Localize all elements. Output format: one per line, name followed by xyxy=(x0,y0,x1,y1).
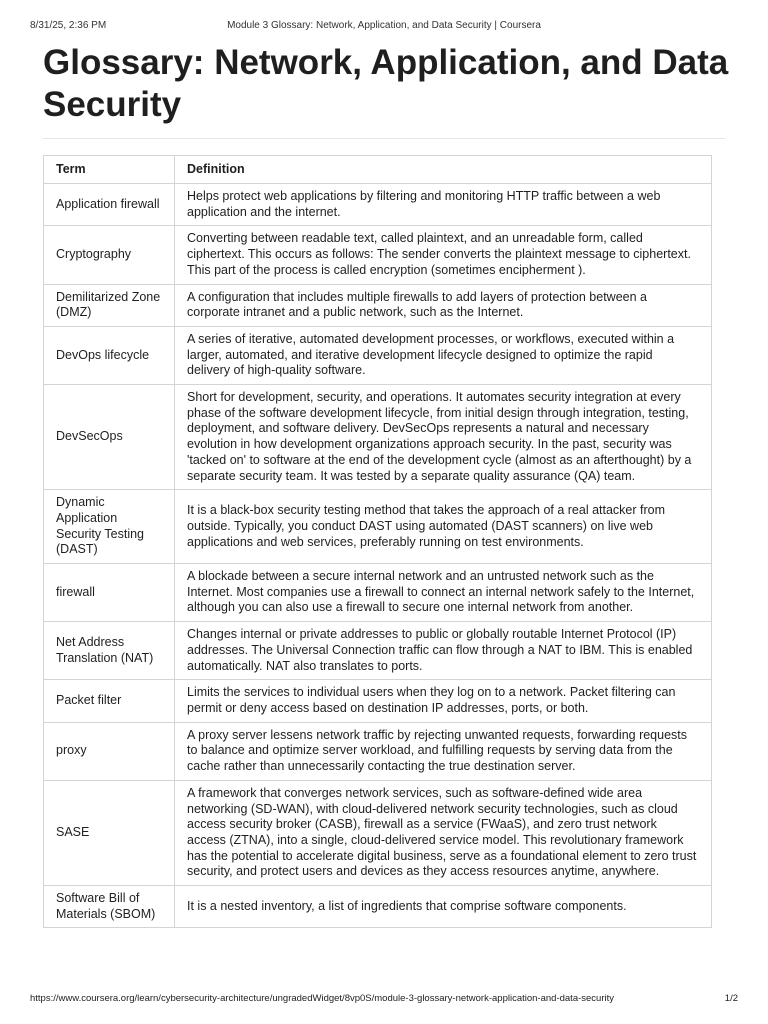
term-cell: Cryptography xyxy=(44,226,175,284)
glossary-table xyxy=(43,155,712,928)
page-title: Glossary: Network, Application, and Data Security xyxy=(43,43,729,124)
page-url-link[interactable]: https://www.coursera.org/learn/cybersecurity-architecture/ungradedWidget/8vp0S/module-3-glossary-network-application-and-data-security xyxy=(30,993,614,1004)
print-document-title: Module 3 Glossary: Network, Application, and Data Security | Coursera xyxy=(227,20,541,31)
definition-cell: A series of iterative, automated development processes, or workflows, executed within a larger, automated, and iterative development lifecycle designed to optimize the rapid delivery of high-quality software. xyxy=(175,326,712,384)
table-row xyxy=(44,780,712,885)
term-cell: Demilitarized Zone (DMZ) xyxy=(44,284,175,326)
table-row xyxy=(44,326,712,384)
title-divider xyxy=(43,138,725,139)
term-cell: DevOps lifecycle xyxy=(44,326,175,384)
table-row xyxy=(44,722,712,780)
term-cell: Software Bill of Materials (SBOM) xyxy=(44,886,175,928)
definition-cell: Helps protect web applications by filtering and monitoring HTTP traffic between a web application and the internet. xyxy=(175,184,712,226)
term-cell: proxy xyxy=(44,722,175,780)
term-cell: SASE xyxy=(44,780,175,885)
definition-cell: It is a nested inventory, a list of ingredients that comprise software components. xyxy=(175,886,712,928)
definition-cell: A configuration that includes multiple firewalls to add layers of protection between a corporate intranet and a public network, such as the Internet. xyxy=(175,284,712,326)
page-number: 1/2 xyxy=(724,993,738,1004)
term-cell: Application firewall xyxy=(44,184,175,226)
term-cell: Dynamic Application Security Testing (DAST) xyxy=(44,490,175,564)
column-header-definition: Definition xyxy=(175,156,712,184)
term-cell: Packet filter xyxy=(44,680,175,722)
term-cell: firewall xyxy=(44,564,175,622)
table-row xyxy=(44,226,712,284)
definition-cell: A proxy server lessens network traffic by rejecting unwanted requests, forwarding requests to balance and optimize server workload, and fulfilling requests by serving data from the cache rather than unnecessarily contacting the true destination server. xyxy=(175,722,712,780)
print-footer xyxy=(30,993,738,1005)
print-header xyxy=(30,20,738,32)
print-datetime: 8/31/25, 2:36 PM xyxy=(30,20,107,31)
definition-cell: Short for development, security, and operations. It automates security integration at every phase of the software development lifecycle, from initial design through integration, testing, deployment, and software delivery. DevSecOps represents a natural and necessary evolution in how development organizations approach security. In the past, security was 'tacked on' to software at the end of the development cycle (almost as an afterthought) by a separate security team. It was tested by a separate quality assurance (QA) team. xyxy=(175,385,712,490)
table-row xyxy=(44,385,712,490)
table-row xyxy=(44,490,712,564)
definition-cell: A blockade between a secure internal network and an untrusted network such as the Internet. Most companies use a firewall to connect an internal network safely to the Internet, although you can also use a firewall to secure one internal network from another. xyxy=(175,564,712,622)
definition-cell: Changes internal or private addresses to public or globally routable Internet Protocol (IP) addresses. The Universal Connection traffic can flow through a NAT to IBM. This is enabled automatically. NAT also translates to ports. xyxy=(175,622,712,680)
table-row xyxy=(44,284,712,326)
table-row xyxy=(44,622,712,680)
definition-cell: Converting between readable text, called plaintext, and an unreadable form, called ciphertext. This occurs as follows: The sender converts the plaintext message to ciphertext. This part of the process is called encryption (sometimes encipherment ). xyxy=(175,226,712,284)
term-cell: Net Address Translation (NAT) xyxy=(44,622,175,680)
table-row xyxy=(44,564,712,622)
column-header-term: Term xyxy=(44,156,175,184)
definition-cell: It is a black-box security testing method that takes the approach of a real attacker from outside. Typically, you conduct DAST using automated (DAST scanners) on live web applications and web services, preferably running on test environments. xyxy=(175,490,712,564)
table-row xyxy=(44,886,712,928)
table-row xyxy=(44,680,712,722)
table-row xyxy=(44,184,712,226)
definition-cell: A framework that converges network services, such as software-defined wide area networking (SD-WAN), with cloud-delivered network security technologies, such as cloud access security broker (CASB), firewall as a service (FWaaS), and zero trust network access (ZTNA), into a single, cloud-delivered service model. This revolutionary framework has the potential to accelerate digital business, serve as a foundational element to zero trust security, and protect users and devices as they access resources anytime, anywhere. xyxy=(175,780,712,885)
table-header-row xyxy=(44,156,712,184)
term-cell: DevSecOps xyxy=(44,385,175,490)
definition-cell: Limits the services to individual users when they log on to a network. Packet filtering can permit or deny access based on destination IP addresses, ports, or both. xyxy=(175,680,712,722)
